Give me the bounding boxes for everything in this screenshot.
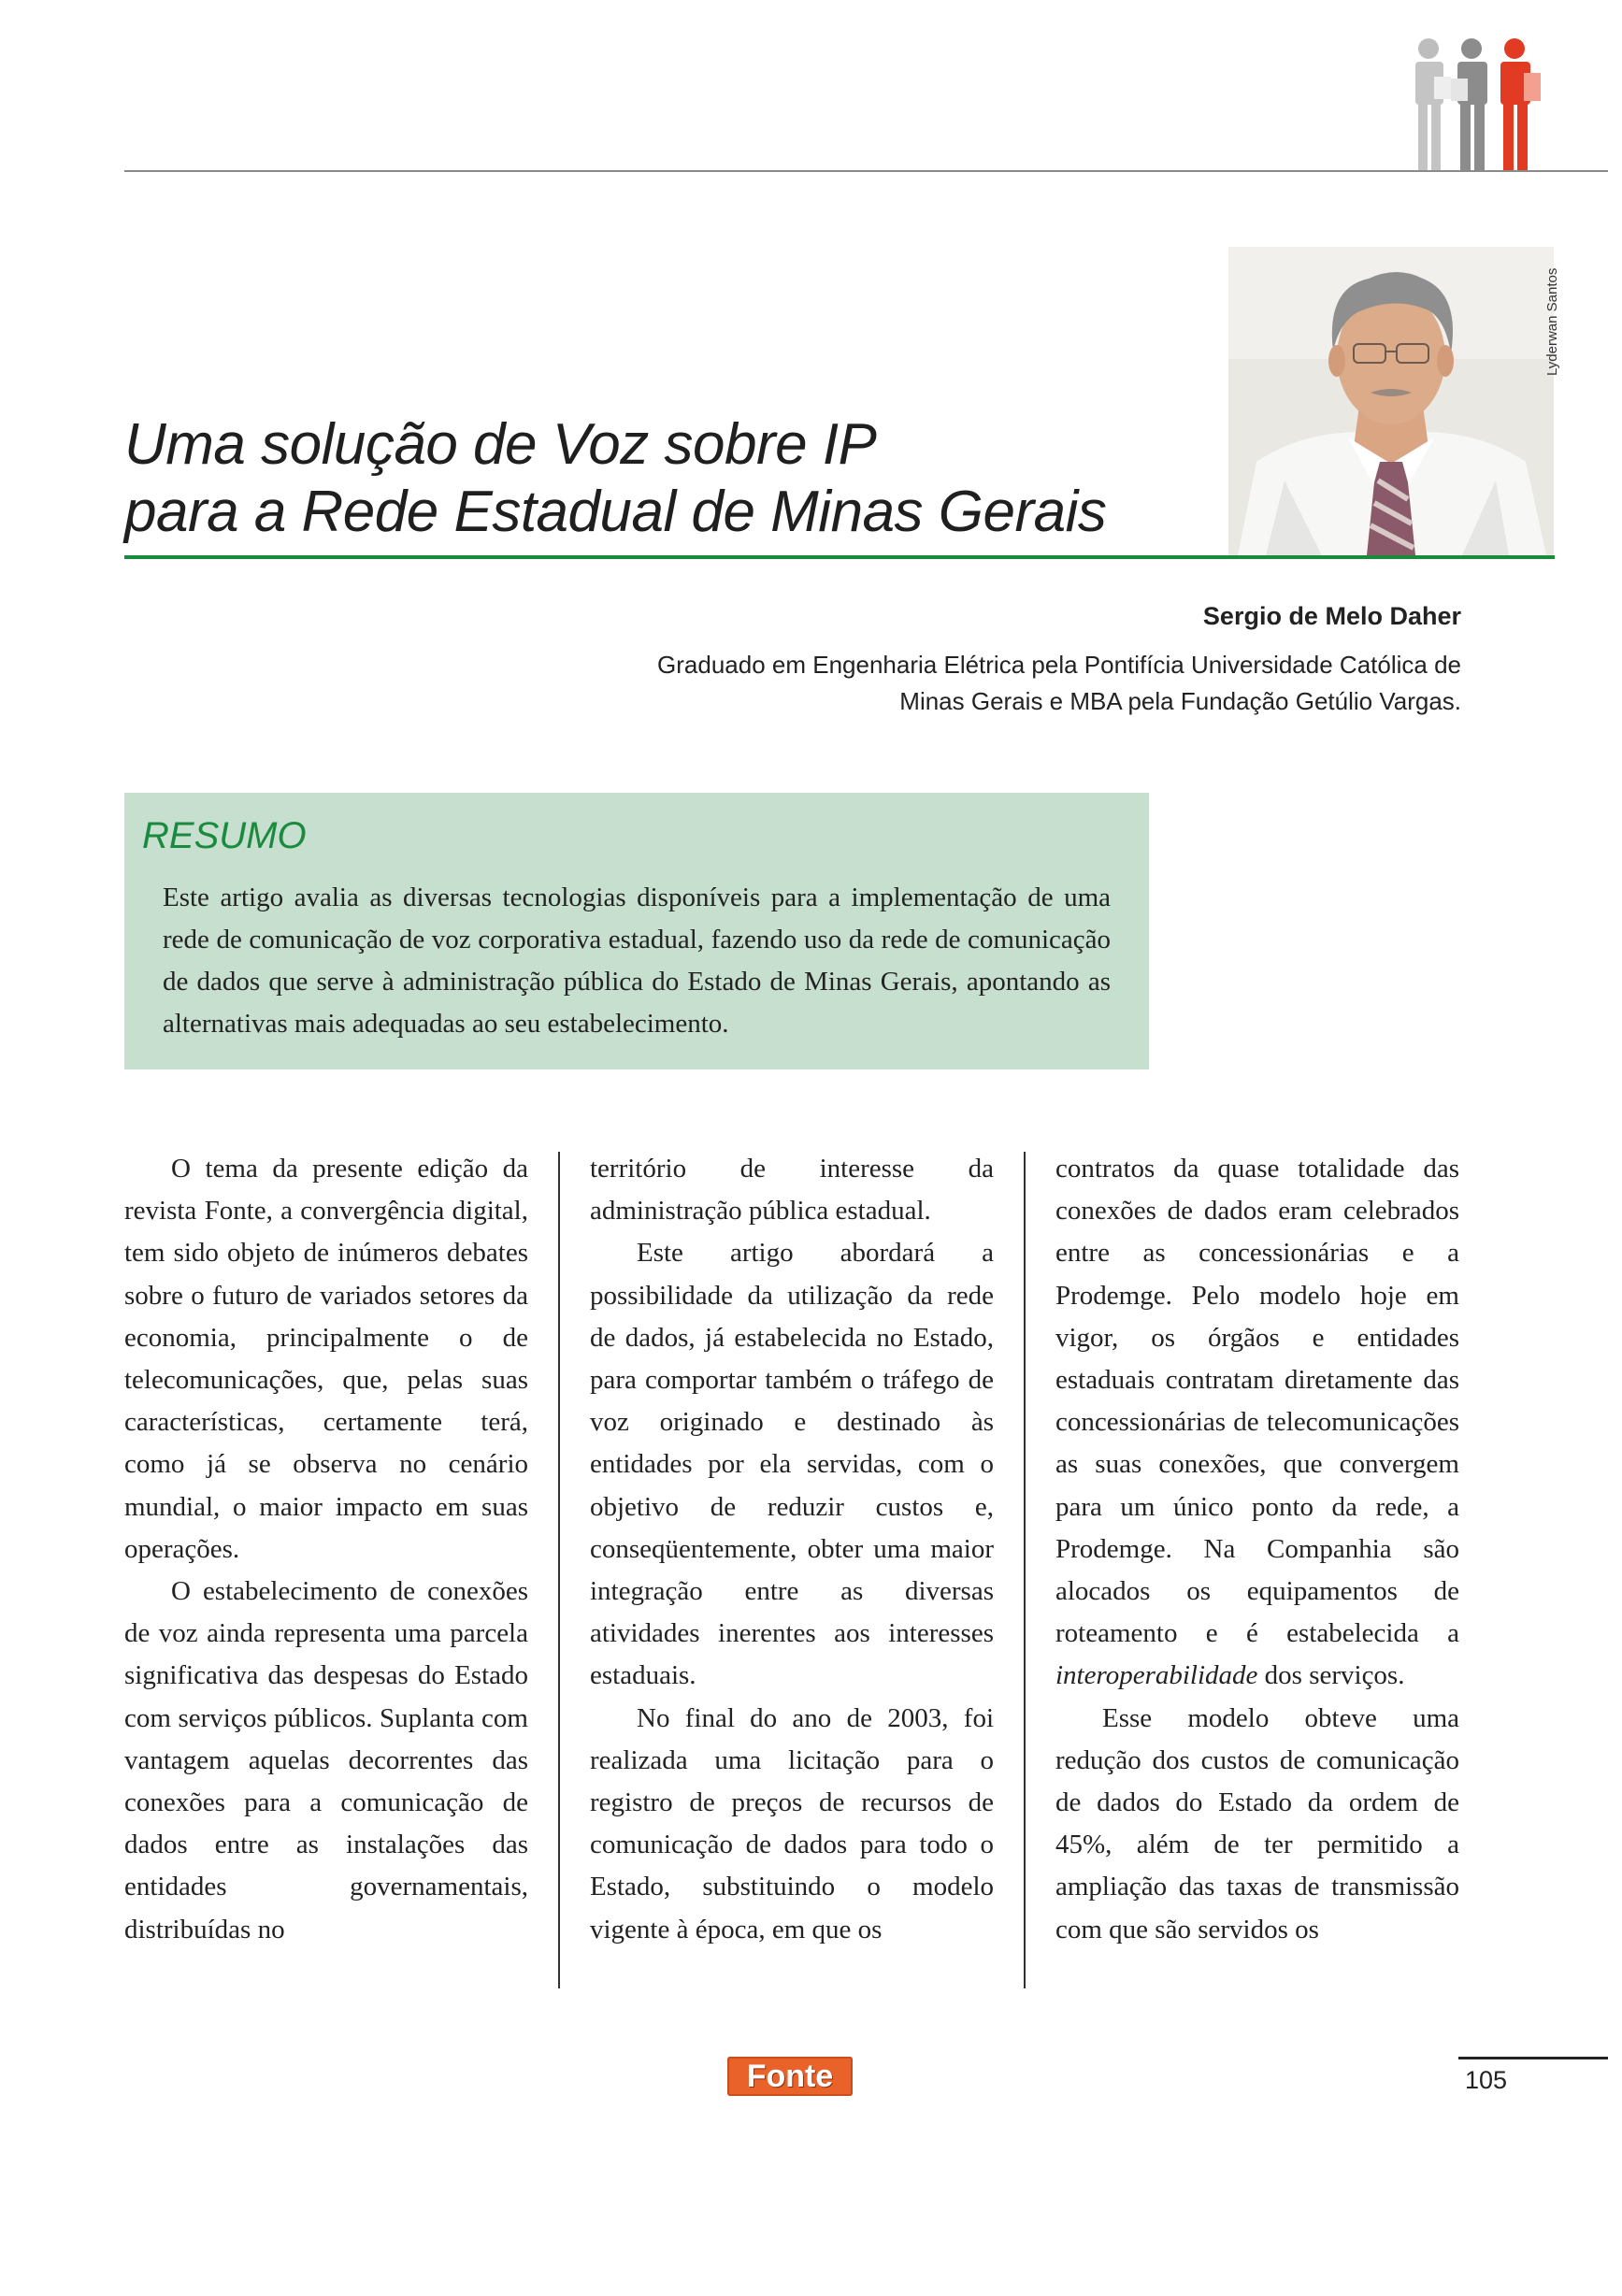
body-text: contratos da quase totalidade das conexões de dados eram celebrados entre as concessionárias e a Prodemge. Pelo modelo hoje em vigor, os órgãos e entidades estaduais contratam diretamente das concessionárias de telecomunicações as suas conexões, que convergem para um único ponto da rede, a Prodemge. Na Companhia são alocados os equipamentos de roteamento e é estabelecida a: [1055, 1154, 1459, 1649]
body-column-2: [590, 1148, 994, 1989]
author-portrait-icon: [1228, 247, 1554, 555]
author-bio-line-2: Minas Gerais e MBA pela Fundação Getúlio Vargas.: [899, 687, 1461, 715]
photo-credit: Lyderwan Santos: [1544, 267, 1560, 376]
fonte-logo: Fonte: [727, 2057, 853, 2096]
body-paragraph: território de interesse da administração pública estadual.: [590, 1154, 994, 1227]
body-paragraph: O tema da presente edição da revista Fonte, a convergência digital, tem sido objeto de inúmeros debates sobre o futuro de variados setores da economia, principalmente o de telecomunicações, que, pelas suas características, certamente terá, como já se observa no cenário mundial, o maior impacto em suas operações.: [124, 1154, 528, 1564]
people-group-icon: [1410, 34, 1559, 172]
author-photo: [1228, 247, 1554, 555]
author-bio: [524, 647, 1461, 720]
page-number: 105: [1464, 2066, 1507, 2094]
body-column-1: [124, 1148, 528, 1989]
abstract-text: Este artigo avalia as diversas tecnologias disponíveis para a implementação de uma rede de comunicação de voz corporativa estadual, fazendo uso da rede de comunicação de dados que serve à administração pública do Estado de Minas Gerais, apontando as alternativas mais adequadas ao seu estabelecimento.: [163, 883, 1111, 1039]
author-bio-line-1: Graduado em Engenharia Elétrica pela Pontifícia Universidade Católica de: [657, 651, 1461, 679]
body-paragraph: O estabelecimento de conexões de voz ainda representa uma parcela significativa das despesas do Estado com serviços públicos. Suplanta com vantagem aquelas decorrentes das conexões para a comunicação de dados entre as instalações das entidades governamentais, distribuídas no: [124, 1576, 528, 1944]
column-divider: [558, 1152, 560, 1988]
footer-rule: [1458, 2057, 1608, 2059]
article-title-line-1: Uma solução de Voz sobre IP: [124, 412, 877, 477]
author-name: Sergio de Melo Daher: [1202, 602, 1461, 630]
body-paragraph: Esse modelo obteve uma redução dos custos de comunicação de dados do Estado da ordem de 45%, além de ter permitido a ampliação das taxas de transmissão com que são servidos os: [1055, 1702, 1459, 1944]
body-paragraph: Este artigo abordará a possibilidade da utilização da rede de dados, já estabelecida no Estado, para comportar também o tráfego de voz originado e destinado às entidades por ela servidas, com o objetivo de reduzir custos e, conseqüentemente, obter uma maior integração entre as diversas atividades inerentes aos interesses estaduais.: [590, 1238, 994, 1691]
article-title: [124, 411, 1227, 546]
body-paragraph: No final do ano de 2003, foi realizada uma licitação para o registro de preços de recursos de comunicação de dados para todo o Estado, substituindo o modelo vigente à época, em que os: [590, 1702, 994, 1944]
column-divider: [1024, 1152, 1026, 1988]
header-rule: [124, 170, 1608, 172]
abstract-heading: RESUMO: [142, 815, 307, 856]
article-title-line-2: para a Rede Estadual de Minas Gerais: [124, 480, 1107, 544]
body-paragraph: [1055, 1148, 1459, 1698]
body-column-3: [1055, 1148, 1459, 1989]
title-rule: [124, 555, 1555, 559]
emphasis-text: interoperabilidade: [1055, 1660, 1258, 1691]
body-text: dos serviços.: [1264, 1660, 1405, 1691]
